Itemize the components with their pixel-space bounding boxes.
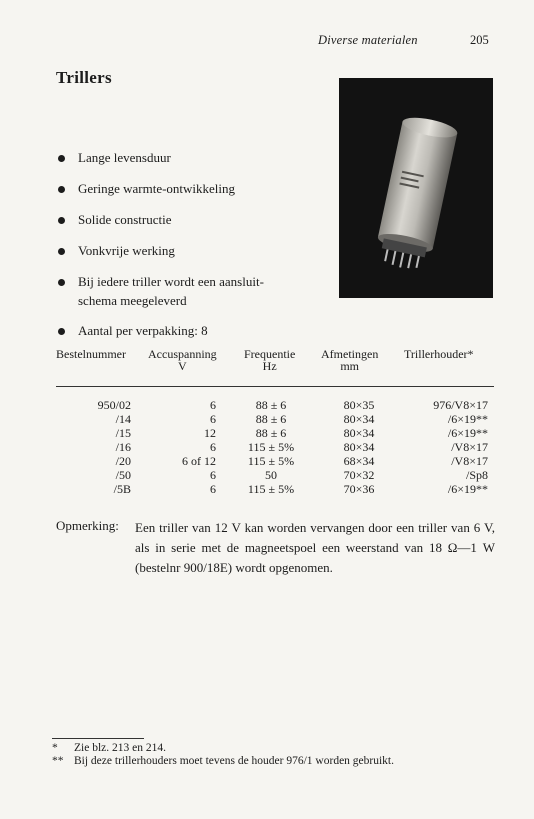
- table-row: [56, 440, 496, 454]
- footnote-mark: *: [52, 742, 58, 754]
- cell-dimensions: 80×35: [343, 398, 375, 412]
- product-photo: [339, 78, 493, 298]
- vibrator-can-image: [339, 78, 493, 298]
- cell-holder: /6×19**: [447, 482, 488, 496]
- table-row: [56, 412, 496, 426]
- column-header-voltage-label: Accuspanning: [148, 347, 217, 361]
- bullet-icon: [58, 217, 65, 224]
- bullet-icon: [58, 328, 65, 335]
- table-row: [56, 398, 496, 412]
- column-header-voltage: [148, 348, 217, 372]
- cell-voltage: 12: [204, 426, 216, 440]
- column-header-dimensions-unit: mm: [340, 359, 359, 373]
- cell-holder: /Sp8: [465, 468, 488, 482]
- feature-text: Solide constructie: [78, 212, 172, 227]
- page-number: 205: [470, 33, 489, 47]
- bullet-icon: [58, 279, 65, 286]
- cell-voltage: 6 of 12: [182, 454, 216, 468]
- footnote-text: Zie blz. 213 en 214.: [74, 742, 166, 754]
- cell-holder: /6×19**: [447, 426, 488, 440]
- footnote-text: Bij deze trillerhouders moet tevens de houder 976/1 worden gebruikt.: [74, 755, 394, 767]
- column-header-dimensions-label: Afmetingen: [321, 347, 379, 361]
- feature-text: schema meegeleverd: [78, 293, 187, 308]
- column-header-order-number: Bestelnummer: [56, 347, 126, 361]
- footnote-mark: **: [52, 755, 64, 767]
- cell-voltage: 6: [210, 412, 216, 426]
- bullet-icon: [58, 155, 65, 162]
- table-row: [56, 454, 496, 468]
- cell-frequency: 88 ± 6: [255, 412, 287, 426]
- cell-order-number: /50: [115, 468, 131, 482]
- table-header-rule: [56, 386, 494, 387]
- cell-dimensions: 80×34: [343, 412, 375, 426]
- cell-holder: /V8×17: [451, 440, 488, 454]
- cell-voltage: 6: [210, 468, 216, 482]
- cell-dimensions: 70×32: [343, 468, 375, 482]
- cell-dimensions: 80×34: [343, 440, 375, 454]
- cell-order-number: /16: [115, 440, 131, 454]
- footnote: [52, 755, 394, 767]
- packaging-text: Aantal per verpakking: 8: [78, 323, 208, 338]
- running-head: Diverse materialen: [318, 33, 418, 47]
- remark-label: Opmerking:: [56, 518, 119, 533]
- feature-text: Lange levensduur: [78, 150, 171, 165]
- cell-voltage: 6: [210, 440, 216, 454]
- cell-order-number: /20: [115, 454, 131, 468]
- column-header-frequency-unit: Hz: [262, 359, 277, 373]
- cell-dimensions: 70×36: [343, 482, 375, 496]
- cell-holder: /V8×17: [451, 454, 488, 468]
- cell-frequency: 115 ± 5%: [247, 482, 295, 496]
- table-row: [56, 468, 496, 482]
- cell-frequency: 115 ± 5%: [247, 440, 295, 454]
- table-row: [56, 426, 496, 440]
- cell-frequency: 88 ± 6: [255, 426, 287, 440]
- bullet-icon: [58, 248, 65, 255]
- table-row: [56, 482, 496, 496]
- feature-text: Vonkvrije werking: [78, 243, 175, 258]
- footnote: [52, 742, 166, 754]
- column-header-frequency-label: Frequentie: [244, 347, 296, 361]
- column-header-voltage-unit: V: [177, 359, 187, 373]
- cell-frequency: 50: [265, 468, 277, 482]
- remark-text: Een triller van 12 V kan worden vervangen door een triller van 6 V, als in serie met de magneetspoel een weerstand van 18 Ω—1 W (bestelnr 900/18E) wordt opgenomen.: [135, 520, 495, 575]
- cell-order-number: /14: [115, 412, 131, 426]
- feature-text: Bij iedere triller wordt een aansluit-: [78, 274, 264, 289]
- section-title: Trillers: [56, 68, 112, 87]
- cell-order-number: 950/02: [97, 398, 131, 412]
- bullet-icon: [58, 186, 65, 193]
- cell-order-number: /5B: [113, 482, 131, 496]
- feature-text: Geringe warmte-ontwikkeling: [78, 181, 236, 196]
- cell-frequency: 115 ± 5%: [247, 454, 295, 468]
- cell-dimensions: 80×34: [343, 426, 375, 440]
- cell-frequency: 88 ± 6: [255, 398, 287, 412]
- column-header-frequency: [244, 348, 295, 372]
- column-header-dimensions: [321, 348, 378, 372]
- cell-holder: 976/V8×17: [433, 398, 488, 412]
- cell-voltage: 6: [210, 398, 216, 412]
- cell-order-number: /15: [115, 426, 131, 440]
- footnote-rule: [52, 738, 144, 739]
- cell-holder: /6×19**: [447, 412, 488, 426]
- cell-voltage: 6: [210, 482, 216, 496]
- cell-dimensions: 68×34: [343, 454, 375, 468]
- column-header-holder: Trillerhouder*: [404, 347, 474, 361]
